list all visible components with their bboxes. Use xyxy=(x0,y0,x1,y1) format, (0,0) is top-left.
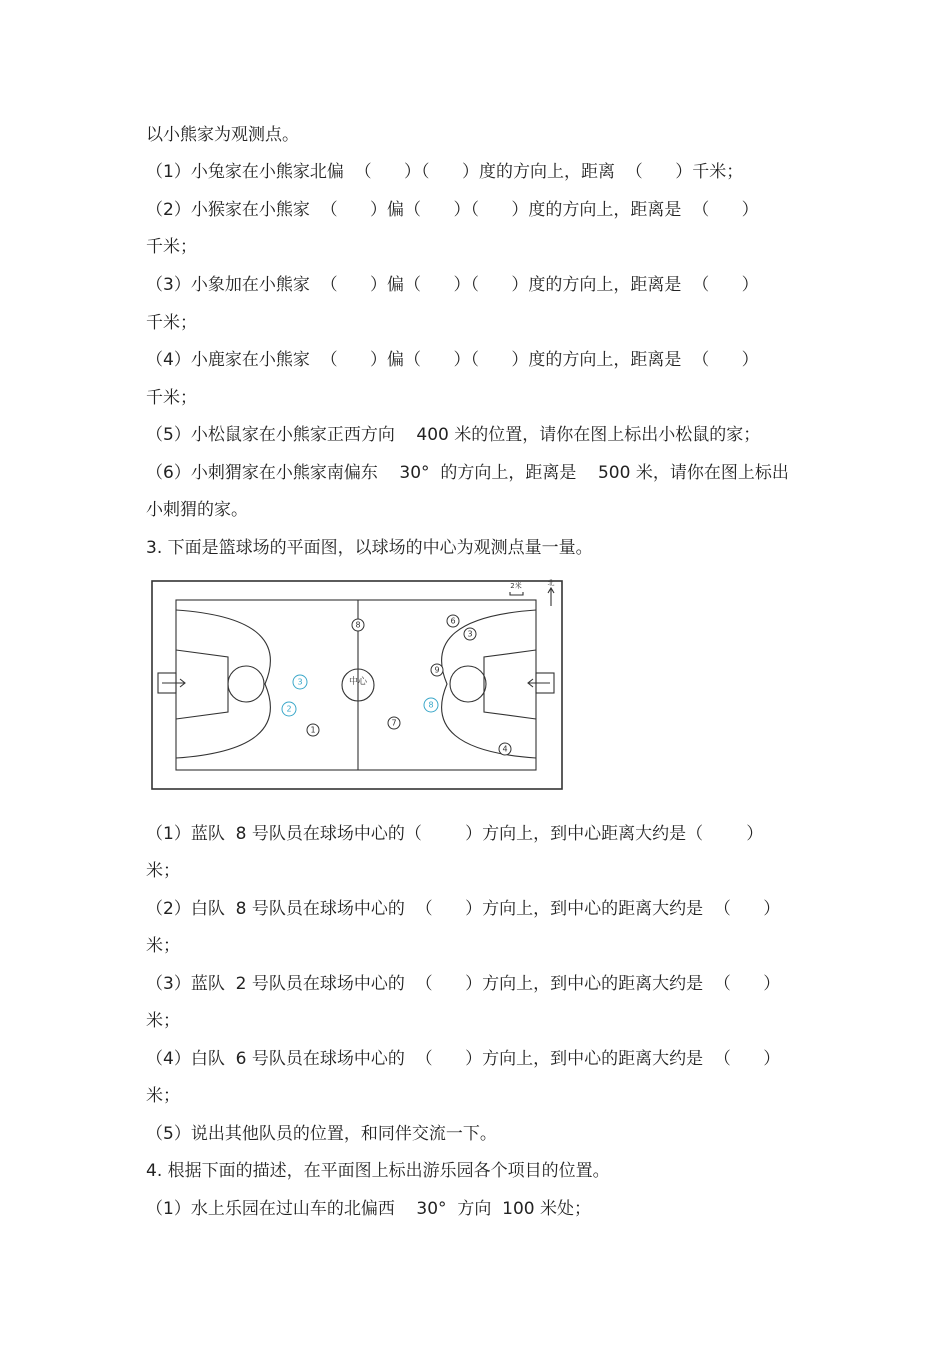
line-q4-1: （1）水上乐园在过山车的北偏西 30° 方向 100 米处； xyxy=(146,1199,592,1219)
left-free-throw-circle xyxy=(228,666,264,702)
line-q3-4b: 米； xyxy=(146,1086,180,1106)
line-9: （5）小松鼠家在小熊家正西方向 400 米的位置，请你在图上标出小松鼠的家； xyxy=(146,425,761,445)
line-5: （3）小象加在小熊家 （ ）偏（ ）（ ）度的方向上，距离是 （ ） xyxy=(146,275,759,295)
white-player-6: 6 xyxy=(450,616,456,626)
line-q3-2: （2）白队 8 号队员在球场中心的 （ ）方向上，到中心的距离大约是 （ ） xyxy=(146,899,781,919)
white-player-7: 7 xyxy=(391,718,397,728)
question-4-heading: 4. 根据下面的描述，在平面图上标出游乐园各个项目的位置。 xyxy=(146,1161,610,1181)
center-label: 中心 xyxy=(348,677,368,687)
right-free-throw-circle xyxy=(450,666,486,702)
blue-player-2: 2 xyxy=(286,704,292,714)
white-player-8: 8 xyxy=(355,620,361,630)
right-key xyxy=(484,650,536,719)
line-q3-5: （5）说出其他队员的位置，和同伴交流一下。 xyxy=(146,1124,497,1144)
line-q3-3: （3）蓝队 2 号队员在球场中心的 （ ）方向上，到中心的距离大约是 （ ） xyxy=(146,974,781,994)
line-6: 千米； xyxy=(146,313,197,333)
white-player-4: 4 xyxy=(502,744,508,754)
line-q3-1b: 米； xyxy=(146,861,180,881)
line-3: （2）小猴家在小熊家 （ ）偏（ ）（ ）度的方向上，距离是 （ ） xyxy=(146,200,759,220)
line-q3-1: （1）蓝队 8 号队员在球场中心的（ ）方向上，到中心距离大约是（ ） xyxy=(146,824,764,844)
right-three-point-arc xyxy=(442,610,536,758)
line-4: 千米； xyxy=(146,237,197,257)
line-q3-3b: 米； xyxy=(146,1011,180,1031)
line-q3-4: （4）白队 6 号队员在球场中心的 （ ）方向上，到中心的距离大约是 （ ） xyxy=(146,1049,781,1069)
white-player-9: 9 xyxy=(434,665,440,675)
line-1: 以小熊家为观测点。 xyxy=(146,125,299,145)
blue-player-3: 3 xyxy=(297,677,303,687)
left-three-point-arc xyxy=(176,610,270,758)
scale-bar xyxy=(510,592,523,595)
white-player-3: 3 xyxy=(467,629,473,639)
north-label: 北 xyxy=(547,579,555,587)
question-3-heading: 3. 下面是篮球场的平面图，以球场的中心为观测点量一量。 xyxy=(146,538,593,558)
scale-label: 2米 xyxy=(510,582,522,590)
line-10: （6）小刺猬家在小熊家南偏东 30° 的方向上，距离是 500 米，请你在图上标出 xyxy=(146,463,789,483)
blue-player-8: 8 xyxy=(428,700,434,710)
white-player-1: 1 xyxy=(310,725,316,735)
line-11: 小刺猬的家。 xyxy=(146,500,248,520)
line-q3-2b: 米； xyxy=(146,936,180,956)
basketball-court-diagram xyxy=(148,578,566,792)
line-2: （1）小兔家在小熊家北偏 （ ）（ ）度的方向上，距离 （ ）千米； xyxy=(146,162,744,182)
line-8: 千米； xyxy=(146,388,197,408)
line-7: （4）小鹿家在小熊家 （ ）偏（ ）（ ）度的方向上，距离是 （ ） xyxy=(146,350,759,370)
